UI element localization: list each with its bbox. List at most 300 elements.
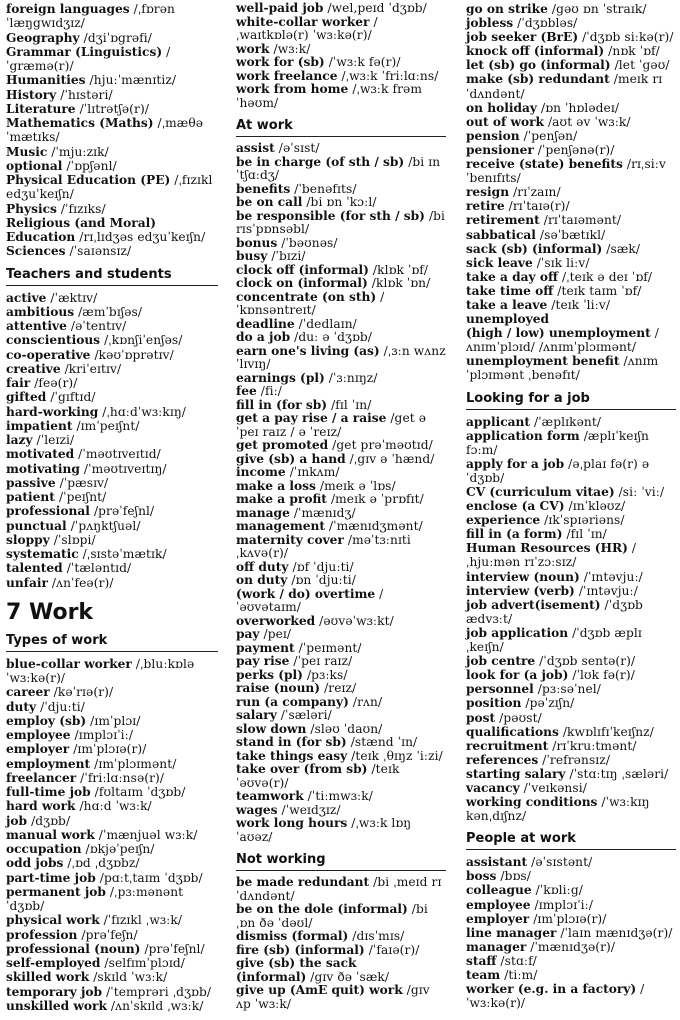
vocab-entry [6,376,218,390]
pronunciation: /pəˈzɪʃn/ [525,696,575,711]
headword: pension [466,128,520,143]
vocab-entry [466,143,676,157]
pronunciation: /ˈɪnkʌm/ [289,465,340,479]
headword: dismiss (formal) [236,929,349,943]
pronunciation: /ɪnˈkləʊz/ [568,499,626,514]
vocab-entry [236,561,446,575]
headword: Mathematics (Maths) [6,116,154,130]
pronunciation: /ˈtæləntɪd/ [66,561,132,576]
pronunciation: /let ˈgəʊ/ [614,58,670,73]
pronunciation: /ʌnɪmˈplɔɪd/ /ʌnɪmˈplɔɪmənt/ [466,326,659,355]
headword: line manager [466,925,557,940]
vocab-entry [236,655,446,669]
vocab-entry [236,736,446,750]
vocab-entry [6,576,218,590]
vocab-entry [236,507,446,521]
vocab-entry [236,876,446,903]
pronunciation: /ˈlaɪn mænɪdʒə(r)/ [560,925,673,940]
vocab-entry [236,196,446,210]
pronunciation: /pɜːks/ [306,667,348,682]
pronunciation: /ˈrefrənsɪz/ [542,752,611,767]
headword: personnel [466,682,534,697]
section-heading-looking-for-a-job: Looking for a job [466,391,676,410]
headword: income [236,465,286,479]
pronunciation: /ɪmplɔɪˈiː/ [534,897,594,912]
pronunciation: /ˈpeɪmənt/ [298,640,362,655]
headword: experience [466,513,541,528]
pronunciation: /ˈæktɪv/ [50,290,98,305]
pronunciation: /bi rɪsˈpɒnsəbl/ [236,208,446,236]
headword: impatient [6,418,73,433]
headword: worker (e.g. in a factory) [466,982,637,997]
pronunciation: /æmˈbɪʃəs/ [78,304,143,319]
headword: out of work [466,114,544,129]
pronunciation: /bi ɒn ˈkɔːl/ [306,195,377,209]
headword: pay [236,627,260,641]
headword: apply for a job [466,456,565,471]
vocab-entry [6,88,218,102]
vocab-entry [6,145,218,159]
vocab-entry [6,871,218,885]
headword: Grammar (Linguistics) [6,44,163,59]
pronunciation: /sæk/ [606,241,641,256]
vocab-entry [236,642,446,656]
headword: overworked [236,613,316,628]
vocab-entry [6,842,218,856]
pronunciation: /ˈsɪk liːv/ [536,255,590,270]
headword: Geography [6,30,80,45]
vocab-entry [466,926,676,940]
headword: raise (noun) [236,681,321,695]
vocab-entry [6,799,218,813]
vocab-entry [466,626,676,654]
pronunciation: /rɪˌlɪdʒəs edʒuˈkeɪʃn/ [79,230,206,244]
headword: motivated [6,447,75,462]
vocab-entry [236,682,446,696]
headword: give up (AmE quit) work [236,983,403,997]
vocab-entry [6,2,218,31]
headword: manual work [6,827,95,842]
vocab-entry [236,984,446,1011]
headword: receive (state) benefits [466,157,623,172]
headword: make a profit [236,492,327,506]
vocab-entry [236,790,446,804]
pronunciation: /prəˈfeʃnl/ [144,941,205,956]
headword: physical work [6,913,100,928]
vocab-entry [6,856,218,870]
vocab-entry [6,244,218,258]
pronunciation: /bi ˌmeɪd rɪˈdʌndənt/ [236,875,442,903]
vocab-entry [466,527,676,541]
pronunciation: /ˌgɪv ə ˈhænd/ [349,451,435,466]
headword: wages [236,802,278,817]
vocab-entry [6,913,218,927]
headword: maternity cover [236,532,344,547]
vocab-entry [236,345,446,372]
headword: sloppy [6,532,50,547]
headword: creative [6,361,61,376]
headword: temporary job [6,984,103,999]
vocab-entry [466,242,676,256]
pronunciation: /ˌteɪk ə deɪ ˈɒf/ [561,269,653,284]
headword: interview (verb) [466,583,575,598]
headword: concentrate (on sth) [236,289,377,304]
headword: History [6,87,57,102]
headword: unemployed [466,312,550,327]
headword: foreign languages [6,2,130,16]
vocab-entry [466,457,676,485]
pronunciation: /kəˈrɪə(r)/ [53,685,114,700]
vocab-entry [6,348,218,362]
headword: odd jobs [6,856,64,871]
pronunciation: /ˌsɪstəˈmætɪk/ [82,547,167,561]
pronunciation: /ˌkɒnʃiˈenʃəs/ [104,333,183,348]
vocab-entry [466,30,676,44]
headword: sack (sb) (informal) [466,241,603,256]
headword: career [6,685,50,700]
pronunciation: /ˈbɪzi/ [271,249,306,263]
headword: retirement [466,213,540,228]
pronunciation: /stænd ˈɪn/ [350,735,418,749]
pronunciation: /ˈpæsɪv/ [59,475,109,490]
headword: be in charge (of sth / sb) [236,154,405,169]
vocab-entry [236,210,446,237]
vocab-entry [466,72,676,100]
pronunciation: /bi ˌɒn ðə ˈdəʊl/ [236,902,428,930]
headword: fill in (a form) [466,527,563,542]
headword: permanent job [6,884,106,899]
vocab-entry [236,520,446,534]
vocab-entry [236,763,446,790]
pronunciation: /ˈgræmə(r)/ [6,44,171,73]
headword: look for (a job) [466,668,569,683]
headword: work from home [236,82,349,96]
headword: position [466,696,522,711]
headword: enclose (a CV) [466,499,565,514]
vocab-entry [6,885,218,914]
headword: applicant [466,414,531,429]
headword: well-paid job [236,1,324,15]
pronunciation: /ɒkjəˈpeɪʃn/ [85,842,155,856]
headword: starting salary [466,766,566,781]
pronunciation: /ɒn ˈhɒlədeɪ/ [540,100,620,115]
headword: retire [466,199,505,214]
pronunciation: /get prəˈməʊtɪd/ [332,438,433,452]
headword: work freelance [236,68,338,83]
headword: attentive [6,319,67,333]
pronunciation: /rʌn/ [352,694,383,709]
headword: recruitment [466,738,549,753]
headword: job seeker (BrE) [466,30,579,45]
headword: off duty [236,559,289,574]
pronunciation: /ˌmæθəˈmætɪks/ [6,116,204,145]
headword: take a day off [466,269,558,284]
vocab-entry [236,237,446,251]
pronunciation: /stɑːf/ [500,953,537,968]
pronunciation: /ˌɜːn wʌnz ˈlɪvɪŋ/ [236,343,446,371]
pronunciation: /ˈbəʊnəs/ [281,235,338,250]
headword: duty [6,699,37,714]
vocab-entry [236,534,446,561]
pronunciation: /aʊt əv ˈwɜːk/ [547,114,631,129]
vocab-entry [6,216,218,245]
pronunciation: /ˈpʌŋktʃuəl/ [70,518,141,533]
vocab-entry [6,771,218,785]
vocab-entry [6,999,218,1013]
pronunciation: /ˈfɪzɪks/ [60,201,106,216]
pronunciation: /ˈməʊtɪveɪtɪd/ [78,447,161,462]
headword: CV (curriculum vitae) [466,485,615,499]
headword: part-time job [6,870,96,885]
headword: job advert(isement) [466,597,601,612]
pronunciation: /fɪl ˈɪn/ [331,397,372,412]
pronunciation: /gɪv ʌp ˈwɜːk/ [236,983,430,1011]
vocab-entry [236,2,446,16]
pronunciation: /gɪv ðə ˈsæk/ [310,969,390,984]
pronunciation: /ˌwɜːk ˈfriːlɑːns/ [341,68,439,83]
pronunciation: /ˈdʒɒb sentə(r)/ [539,654,636,669]
vocab-entry [236,466,446,480]
vocab-entry [236,291,446,318]
vocab-entry [466,781,676,795]
pronunciation: /kwɒlɪfɪˈkeɪʃnz/ [562,724,654,739]
vocab-entry [466,284,676,298]
vocab-entry [466,157,676,185]
vocab-entry [466,415,676,429]
headword: patient [6,490,55,504]
headword: job [6,813,28,828]
vocab-entry [236,385,446,399]
pronunciation: /pɜːsəˈnel/ [537,682,601,697]
pronunciation: /ˈdʒɒb æplɪˌkeɪʃn/ [466,625,642,655]
headword: be on call [236,195,303,209]
vocab-entry [6,73,218,87]
pronunciation: /ˈfriːlɑːnsə(r)/ [80,770,165,785]
vocab-entry [236,83,446,110]
vocab-entry [6,714,218,728]
headword: systematic [6,547,79,561]
headword: Physical Education (PE) [6,173,171,187]
pronunciation: /ˈɒpʃənl/ [66,158,117,173]
pronunciation: /ˈhɪstəri/ [60,87,113,102]
vocab-entry [236,331,446,345]
headword: employment [6,756,91,771]
vocab-entry [6,159,218,173]
headword: Music [6,144,48,159]
vocab-entry [236,183,446,197]
pronunciation: /ˈpeɪ raɪz/ [293,654,353,668]
pronunciation: /ˈpeɪʃnt/ [58,490,107,504]
pronunciation: /dɪsˈmɪs/ [352,929,405,943]
vocab-entry [6,419,218,433]
headword: take things easy [236,748,348,763]
headword: sick leave [466,255,533,270]
headword: talented [6,561,63,576]
vocab-entry [236,250,446,264]
pronunciation: /ˌfɒrən ˈlæŋgwɪdʒɪz/ [6,2,175,31]
pronunciation: /ˌpɜːmənənt ˈdʒɒb/ [6,884,184,913]
headword: be responsible (for sth / sb) [236,208,425,223]
headword: active [6,290,47,305]
pronunciation: /ˈlɪtrətʃə(r)/ [79,101,150,116]
headword: Sciences [6,244,66,259]
vocab-entry [466,513,676,527]
pronunciation: /rɪˈtaɪə(r)/ [508,199,570,214]
headword: fill in (for sb) [236,397,328,412]
vocab-entry [236,16,446,43]
pronunciation: /ˈmænɪdʒə(r)/ [530,939,616,954]
vocab-entry [466,16,676,30]
pronunciation: /ˌwɜːk frəm ˈhəʊm/ [236,82,422,110]
headword: take a leave [466,297,548,312]
vocab-entry [466,898,676,912]
pronunciation: /selfɪmˈplɔɪd/ [104,956,185,970]
headword: punctual [6,518,67,533]
headword: pay rise [236,654,290,668]
pronunciation: /ˈtemprəri ˌdʒɒb/ [106,984,212,999]
headword: give (sb) the sack (informal) [236,956,357,984]
headword: clock on (informal) [236,276,368,290]
vocab-entry [466,326,676,354]
vocab-entry [236,930,446,944]
pronunciation: /əˈsɪst/ [278,141,320,155]
vocab-entry [466,298,676,312]
headword: slow down [236,721,307,736]
vocab-entry [6,476,218,490]
pronunciation: /ˈmænɪdʒ/ [293,505,356,520]
vocab-entry [6,547,218,561]
pronunciation: /rɪˌsiːv ˈbenɪfɪts/ [466,157,666,186]
pronunciation: /ˈɪntəvjuː/ [583,569,643,584]
vocab-entry [466,982,676,1010]
vocab-entry [6,942,218,956]
pronunciation: /ˈɪntəvjuː/ [578,583,638,598]
section-heading-at-work: At work [236,118,446,137]
vocab-entry [466,912,676,926]
headword: working conditions [466,795,598,810]
pronunciation: /ʌnɪmˈplɔɪmənt ˌbenəfɪt/ [466,354,659,383]
pronunciation: /fɪl ˈɪn/ [566,527,607,542]
pronunciation: /ˈweɪdʒɪz/ [281,802,341,817]
vocab-entry [236,156,446,183]
vocab-entry [466,682,676,696]
section-heading-types-of-work: Types of work [6,633,218,652]
vocab-entry [236,696,446,710]
pronunciation: /ˈɜːnɪŋz/ [328,370,378,385]
headword: skilled work [6,970,90,985]
vocab-entry [466,228,676,242]
vocab-entry [236,817,446,844]
headword: employer [466,911,530,926]
vocab-entry [466,58,676,72]
headword: earnings (pl) [236,370,325,385]
pronunciation: /ˈslɒpi/ [53,532,96,547]
vocab-entry [466,711,676,725]
vocab-entry [6,319,218,333]
pronunciation: /fʊltaɪm ˈdʒɒb/ [94,785,186,799]
pronunciation: /ˈpenʃən/ [523,128,578,143]
vocab-entry [6,985,218,999]
headword: boss [466,869,497,884]
pronunciation: /əˈtentɪv/ [70,319,127,333]
headword: assist [236,141,275,155]
pronunciation: /ˌɒd ˌdʒɒbz/ [67,856,140,871]
headword: job centre [466,654,536,669]
vocab-entry [236,493,446,507]
headword: professional [6,504,90,519]
column-2 [236,2,446,1011]
pronunciation: /əˌplaɪ fə(r) ə ˈdʒɒb/ [466,456,650,485]
vocab-entry [236,480,446,494]
pronunciation: /ʌnˈfeə(r)/ [51,575,114,590]
headword: employer [6,742,70,757]
vocab-entry [6,785,218,799]
vocab-entry [236,56,446,70]
vocab-entry [236,318,446,332]
headword: Human Resources (HR) [466,541,628,556]
pronunciation: /wɜːk/ [273,41,311,56]
vocab-entry [466,541,676,569]
headword: blue-collar worker [6,656,132,671]
pronunciation: /ˈleɪzi/ [36,433,75,447]
pronunciation: /teɪk ˈəʊvə(r)/ [236,762,400,790]
headword: perks (pl) [236,667,303,682]
pronunciation: /əʊvəˈwɜːkt/ [319,613,394,628]
headword: unskilled work [6,998,107,1013]
headword: payment [236,640,295,655]
headword: sabbatical [466,227,536,242]
headword: management [236,519,325,533]
vocab-entry [236,70,446,84]
vocab-entry [236,412,446,439]
vocab-entry [466,312,676,326]
headword: staff [466,953,497,968]
vocab-entry [466,213,676,227]
vocab-entry [466,129,676,143]
vocab-entry [466,44,676,58]
vocab-entry [466,725,676,739]
pronunciation: /ˈpenʃənə(r)/ [537,142,615,157]
vocab-entry [6,333,218,347]
vocab-entry [466,115,676,129]
vocab-entry [6,700,218,714]
pronunciation: /hjuːˈmænɪtiz/ [89,73,177,88]
pronunciation: /reɪz/ [324,681,357,695]
pronunciation: /prəˈfeʃn/ [81,927,138,942]
vocab-entry [466,2,676,16]
vocab-entry [6,742,218,756]
headword: on holiday [466,100,537,115]
pronunciation: /ˈmænjuəl wɜːk/ [98,827,198,842]
headword: employee [466,897,531,912]
vocab-entry [466,954,676,968]
pronunciation: /kriˈeɪtɪv/ [64,361,122,376]
pronunciation: /ɒn ˈdjuːti/ [291,573,356,587]
vocab-entry [236,615,446,629]
pronunciation: /ˈstɑːtɪŋ ˌsæləri/ [569,766,669,781]
headword: jobless [466,16,514,31]
headword: employee [6,728,71,742]
headword: get a pay rise / a raise [236,411,387,425]
headword: give (sb) a hand [236,451,346,466]
pronunciation: /ˈfɪzɪkl ˌwɜːk/ [103,913,183,928]
headword: job application [466,625,569,640]
vocab-entry [6,291,218,305]
headword: resign [466,185,510,200]
vocab-entry [6,305,218,319]
pronunciation: /səˈbætɪkl/ [539,227,606,242]
vocab-entry [466,869,676,883]
